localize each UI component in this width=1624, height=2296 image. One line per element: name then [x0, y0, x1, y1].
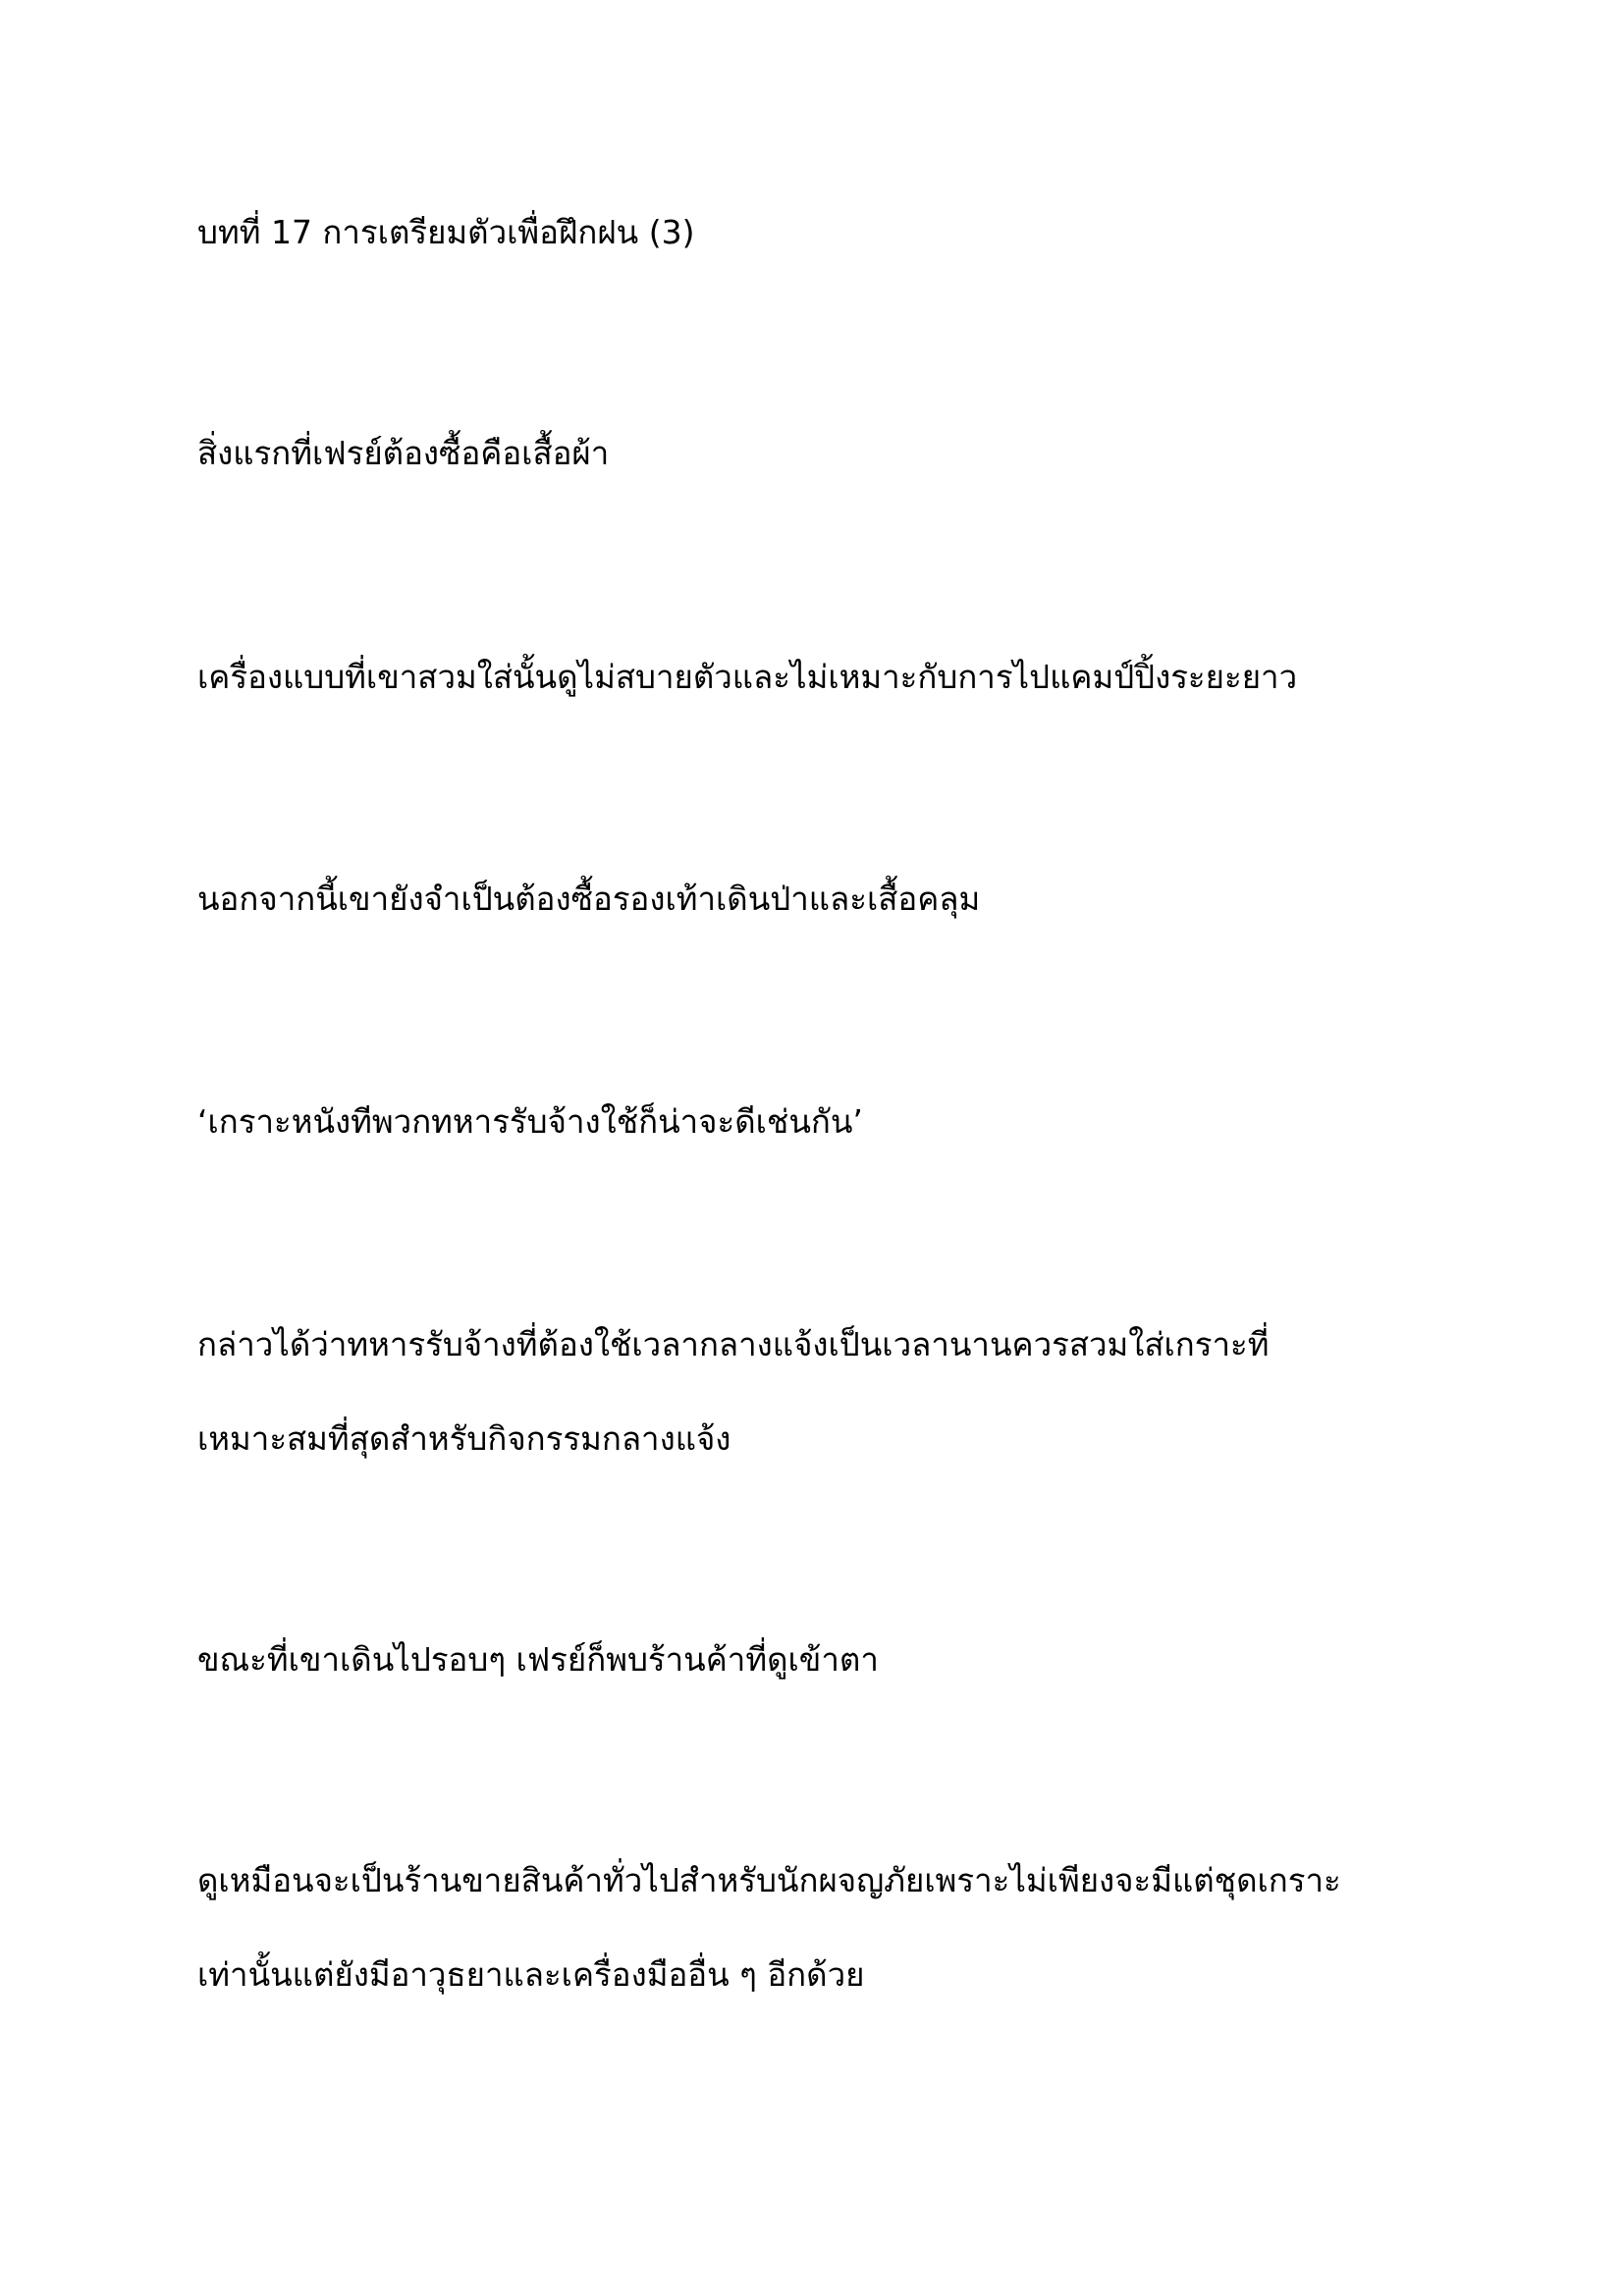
- paragraph: [197, 1298, 1474, 1486]
- paragraph-line: ขณะที่เขาเดินไปรอบๆ เฟรย์ก็พบร้านค้าที่ดูเข้าตา: [197, 1640, 879, 1679]
- chapter-title-text: บทที่ 17 การเตรียมตัวเพื่อฝึกฝน (3): [197, 213, 695, 251]
- paragraph-line: ‘เกราะหนังทีพวกทหารรับจ้างใช้ก็น่าจะดีเช่นกัน’: [197, 1102, 863, 1141]
- chapter-title: [197, 186, 1474, 280]
- paragraph-line: เครื่องแบบที่เขาสวมใส่นั้นดูไม่สบายตัวและไม่เหมาะกับการไปแคมป์ปิ้งระยะยาว: [197, 658, 1298, 696]
- paragraph-line: กล่าวได้ว่าทหารรับจ้างที่ต้องใช้เวลากลางแจ้งเป็นเวลานานควรสวมใส่เกราะที่: [197, 1325, 1270, 1363]
- paragraph: [197, 1834, 1474, 2022]
- paragraph-line: เท่านั้นแต่ยังมีอาวุธยาและเครื่องมืออื่น ๆ อีกด้วย: [197, 1955, 865, 1994]
- paragraph: [197, 630, 1474, 724]
- paragraph: [197, 406, 1474, 501]
- paragraph-line: นอกจากนี้เขายังจำเป็นต้องซื้อรองเท้าเดินป่าและเสื้อคลุม: [197, 880, 981, 918]
- paragraph-line: ดูเหมือนจะเป็นร้านขายสินค้าทั่วไปสำหรับนักผจญภัยเพราะไม่เพียงจะมีแต่ชุดเกราะ: [197, 1861, 1341, 1899]
- paragraph-line: สิ่งแรกที่เฟรย์ต้องซื้อคือเสื้อผ้า: [197, 434, 610, 472]
- paragraph-line: เหมาะสมที่สุดสำหรับกิจกรรมกลางแจ้ง: [197, 1419, 731, 1458]
- paragraph-thought-quote: [197, 1075, 1474, 1169]
- paragraph: [197, 852, 1474, 946]
- paragraph: [197, 1613, 1474, 1707]
